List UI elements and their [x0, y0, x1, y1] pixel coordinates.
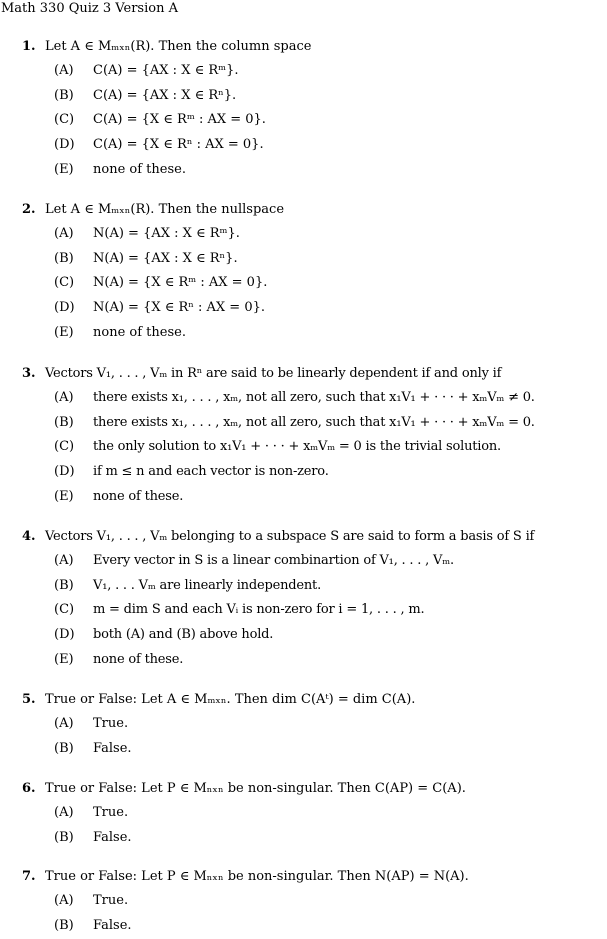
question-stem [22, 778, 607, 802]
question-1 [22, 36, 607, 183]
choice-text: C(A) = {AX : X ∈ Rⁿ}. [93, 87, 237, 103]
choice-text: C(A) = {X ∈ Rᵐ : AX = 0}. [93, 112, 266, 128]
choice-text: Every vector in S is a linear combinartion of V₁, . . . , Vₘ. [93, 553, 454, 568]
question-text: Let A ∈ Mₘₓₙ(R). Then the nullspace [45, 202, 285, 217]
choice-label: (D) [54, 627, 75, 643]
choice-text: False. [93, 740, 132, 756]
choice-e [22, 486, 607, 511]
choice-label: (C) [54, 439, 75, 455]
question-number: 2. [22, 202, 36, 217]
question-number: 6. [22, 781, 36, 796]
choice-label: (B) [54, 250, 74, 266]
choice-b [22, 85, 607, 110]
choice-text: V₁, . . . Vₘ are linearly independent. [93, 577, 321, 593]
choice-a [22, 223, 607, 248]
choice-label: (A) [54, 226, 74, 241]
choice-b [22, 915, 607, 939]
choice-label: (B) [54, 87, 74, 103]
choice-a [22, 60, 607, 85]
question-4 [22, 526, 607, 673]
choice-b [22, 412, 607, 437]
question-text: True or False: Let P ∈ Mₙₓₙ be non-singular. Then N(AP) = N(A). [45, 869, 469, 884]
question-3 [22, 363, 607, 510]
question-7 [22, 866, 607, 939]
choice-label: (B) [54, 917, 74, 933]
choice-label: (A) [54, 390, 74, 405]
question-number: 5. [22, 692, 36, 707]
choice-text: if m ≤ n and each vector is non-zero. [93, 464, 329, 480]
choice-label: (A) [54, 553, 74, 568]
choice-text: True. [93, 716, 129, 731]
choice-text: N(A) = {AX : X ∈ Rⁿ}. [93, 250, 238, 266]
choice-text: C(A) = {AX : X ∈ Rᵐ}. [93, 63, 239, 78]
choice-text: there exists x₁, . . . , xₘ, not all zero, such that x₁V₁ + · · · + xₘVₘ ≠ 0. [93, 390, 535, 405]
choice-text: none of these. [93, 161, 186, 177]
choice-label: (A) [54, 716, 74, 731]
choice-a [22, 550, 607, 575]
choice-label: (B) [54, 829, 74, 845]
choice-d [22, 297, 607, 322]
choice-text: C(A) = {X ∈ Rⁿ : AX = 0}. [93, 137, 264, 153]
choice-c [22, 599, 607, 624]
choice-e [22, 159, 607, 184]
choice-label: (B) [54, 414, 74, 430]
question-text: Let A ∈ Mₘₓₙ(R). Then the column space [45, 39, 312, 54]
choice-text: False. [93, 917, 132, 933]
choice-text: N(A) = {X ∈ Rᵐ : AX = 0}. [93, 275, 268, 291]
choice-text: m = dim S and each Vᵢ is non-zero for i = 1, . . . , m. [93, 602, 425, 618]
choice-label: (B) [54, 577, 74, 593]
choice-label: (E) [54, 488, 74, 504]
choice-label: (B) [54, 740, 74, 756]
question-number: 4. [22, 529, 36, 544]
choice-label: (A) [54, 63, 74, 78]
question-2 [22, 199, 607, 346]
choice-a [22, 802, 607, 827]
question-stem [22, 363, 607, 387]
choice-b [22, 575, 607, 600]
choice-text: True. [93, 805, 129, 820]
question-text: Vectors V₁, . . . , Vₘ in Rⁿ are said to be linearly dependent if and only if [45, 366, 502, 381]
choice-a [22, 713, 607, 738]
choice-b [22, 738, 607, 763]
choice-label: (D) [54, 464, 75, 480]
choice-text: N(A) = {X ∈ Rⁿ : AX = 0}. [93, 300, 266, 316]
choice-d [22, 461, 607, 486]
page-title: Math 330 Quiz 3 Version A [1, 1, 178, 16]
choice-label: (E) [54, 161, 74, 177]
choice-label: (A) [54, 893, 74, 908]
choice-text: False. [93, 829, 132, 845]
choice-text: True. [93, 893, 129, 908]
choice-c [22, 272, 607, 297]
choice-label: (E) [54, 324, 74, 340]
question-stem [22, 526, 607, 550]
choice-c [22, 109, 607, 134]
choice-text: the only solution to x₁V₁ + · · · + xₘVₘ = 0 is the trivial solution. [93, 439, 501, 455]
choice-label: (D) [54, 137, 75, 153]
question-stem [22, 866, 607, 890]
question-number: 1. [22, 39, 36, 54]
choice-d [22, 624, 607, 649]
question-stem [22, 199, 607, 223]
question-stem [22, 689, 607, 713]
choice-text: there exists x₁, . . . , xₘ, not all zero, such that x₁V₁ + · · · + xₘVₘ = 0. [93, 414, 535, 430]
choice-a [22, 890, 607, 915]
question-number: 3. [22, 366, 36, 381]
choice-c [22, 436, 607, 461]
question-text: True or False: Let A ∈ Mₘₓₙ. Then dim C(Aᵗ) = dim C(A). [45, 692, 416, 707]
choice-label: (C) [54, 275, 75, 291]
choice-text: none of these. [93, 651, 184, 667]
question-6 [22, 778, 607, 851]
choice-d [22, 134, 607, 159]
question-text: True or False: Let P ∈ Mₙₓₙ be non-singular. Then C(AP) = C(A). [45, 781, 466, 796]
choice-text: N(A) = {AX : X ∈ Rᵐ}. [93, 226, 240, 241]
choice-label: (E) [54, 651, 74, 667]
choice-text: both (A) and (B) above hold. [93, 627, 274, 643]
choice-b [22, 248, 607, 273]
choice-label: (D) [54, 300, 75, 316]
choice-e [22, 649, 607, 674]
choice-label: (C) [54, 602, 75, 618]
choice-label: (C) [54, 112, 75, 128]
question-number: 7. [22, 869, 36, 884]
choice-e [22, 322, 607, 347]
choice-label: (A) [54, 805, 74, 820]
choice-a [22, 387, 607, 412]
choice-text: none of these. [93, 488, 184, 504]
question-stem [22, 36, 607, 60]
choice-text: none of these. [93, 324, 186, 340]
question-5 [22, 689, 607, 762]
question-text: Vectors V₁, . . . , Vₘ belonging to a subspace S are said to form a basis of S if [45, 529, 535, 544]
choice-b [22, 827, 607, 852]
